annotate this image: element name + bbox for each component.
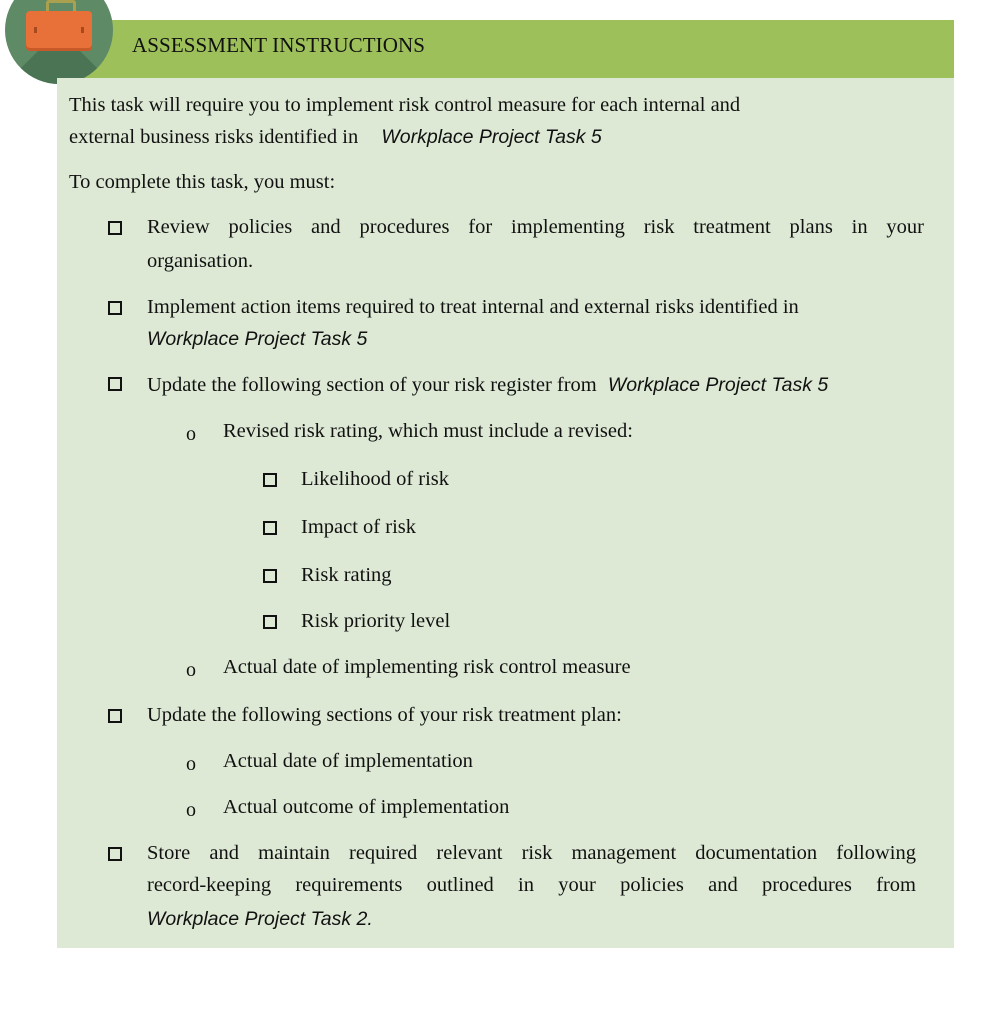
item-update-register-text: Update the following section of your risk register from	[147, 374, 597, 396]
checkbox-review[interactable]	[108, 221, 122, 235]
intro-task-reference: Workplace Project Task 5	[381, 126, 602, 148]
item-update-plan: Update the following sections of your risk treatment plan:	[147, 704, 622, 726]
item-store-reference: Workplace Project Task 2.	[147, 908, 373, 930]
briefcase-clasp	[81, 27, 84, 33]
checkbox-priority[interactable]	[263, 615, 277, 629]
intro-line-2-text: external business risks identified in	[69, 126, 359, 148]
checkbox-impact[interactable]	[263, 521, 277, 535]
briefcase-clasp	[34, 27, 37, 33]
checkbox-implement[interactable]	[108, 301, 122, 315]
sub-bullet: o	[186, 799, 196, 821]
header-title: ASSESSMENT INSTRUCTIONS	[132, 33, 426, 57]
item-update-register-reference: Workplace Project Task 5	[607, 374, 829, 396]
sub-item-actual-date-impl: Actual date of implementation	[223, 750, 473, 772]
briefcase-icon	[5, 0, 113, 84]
item-review-line-2: organisation.	[147, 250, 254, 272]
sub-item-priority: Risk priority level	[301, 610, 451, 632]
sub-item-risk-rating: Risk rating	[301, 564, 392, 586]
checkbox-risk-rating[interactable]	[263, 569, 277, 583]
checkbox-update-register[interactable]	[108, 377, 122, 391]
sub-item-impact: Impact of risk	[301, 516, 416, 538]
sub-item-actual-date-control: Actual date of implementing risk control measure	[223, 656, 631, 678]
sub-bullet: o	[186, 659, 196, 681]
item-update-register	[147, 369, 828, 401]
sub-item-actual-outcome: Actual outcome of implementation	[223, 796, 510, 818]
intro-lead: To complete this task, you must:	[69, 171, 336, 193]
sub-item-likelihood: Likelihood of risk	[301, 468, 450, 490]
intro-line-1: This task will require you to implement risk control measure for each internal and	[69, 94, 741, 116]
item-implement-line-1: Implement action items required to treat internal and external risks identified in	[147, 296, 799, 318]
item-store-line-1: Store and maintain required relevant risk management documentation following	[147, 842, 916, 864]
sub-item-revised-rating: Revised risk rating, which must include a revised:	[223, 420, 633, 442]
checkbox-likelihood[interactable]	[263, 473, 277, 487]
item-implement-reference: Workplace Project Task 5	[147, 328, 368, 350]
section-header	[57, 20, 954, 78]
sub-bullet: o	[186, 753, 196, 775]
item-review-line-1: Review policies and procedures for implementing risk treatment plans in your	[147, 216, 924, 238]
checkbox-store[interactable]	[108, 847, 122, 861]
intro-line-2	[69, 121, 602, 153]
checkbox-update-plan[interactable]	[108, 709, 122, 723]
item-store-line-2: record-keeping requirements outlined in your policies and procedures from	[147, 874, 916, 896]
sub-bullet: o	[186, 423, 196, 445]
briefcase-body	[26, 11, 92, 51]
